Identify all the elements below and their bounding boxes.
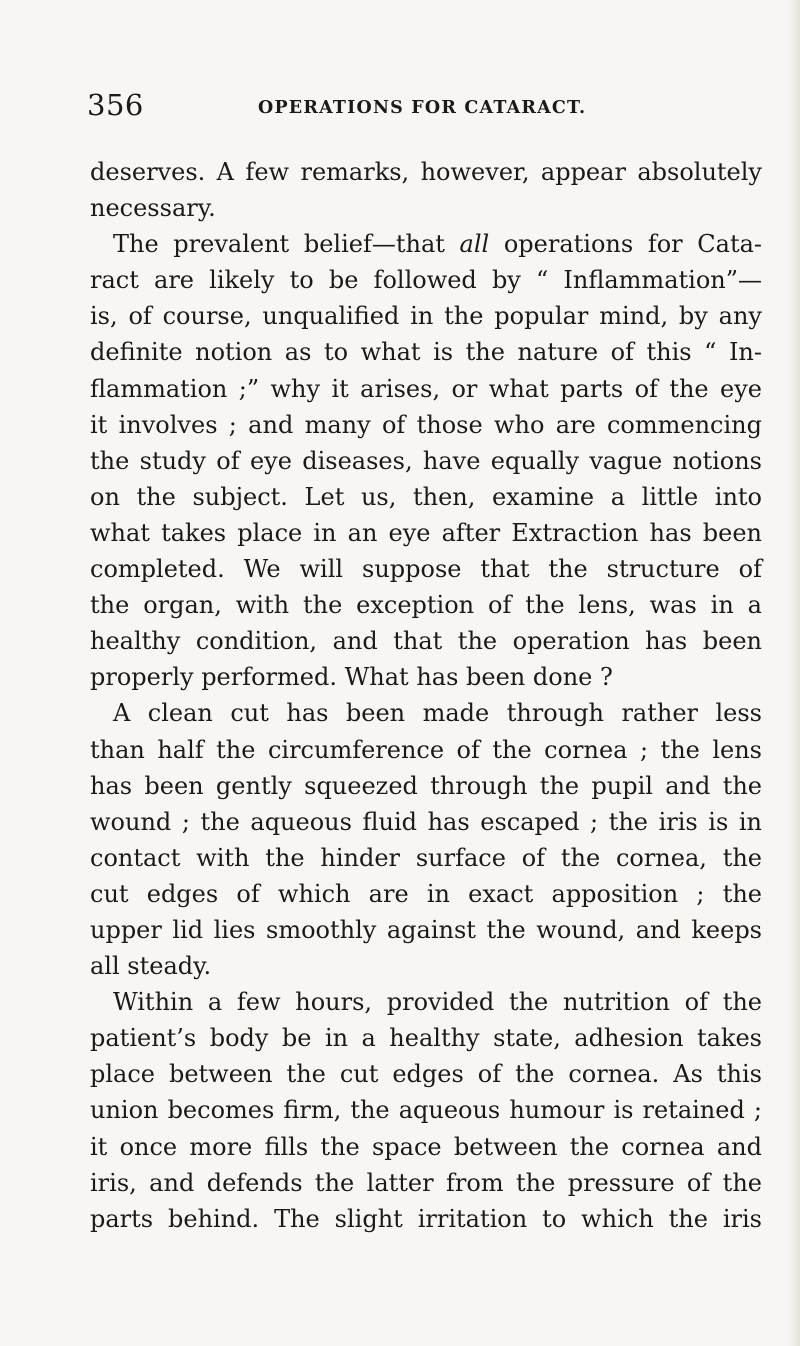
page-number: 356 (87, 88, 144, 122)
body-text (90, 154, 762, 1237)
text-line: the study of eye diseases, have equally vague notions (90, 446, 762, 475)
text-line: has been gently squeezed through the pupil and the (90, 771, 762, 800)
text-line: healthy condition, and that the operation has been (90, 627, 762, 656)
paragraph-first-line: The prevalent belief—that all operations for Cata- (113, 230, 763, 259)
text-line: upper lid lies smoothly against the wound, and keeps (90, 915, 762, 944)
paragraph-first-line: Within a few hours, provided the nutrition of the (113, 988, 762, 1017)
text-line: deserves. A few remarks, however, appear absolutely (90, 158, 762, 186)
text-line: completed. We will suppose that the structure of (90, 555, 762, 584)
text-line: properly performed. What has been done ? (90, 663, 613, 692)
text-line: it once more fills the space between the cornea and (90, 1132, 762, 1161)
text-line: what takes place in an eye after Extraction has been (90, 518, 762, 547)
text-line: parts behind. The slight irritation to which the iris (90, 1204, 762, 1233)
running-head: OPERATIONS FOR CATARACT. (258, 98, 587, 118)
text-line: all steady. (90, 952, 212, 981)
text-line: necessary. (90, 194, 216, 223)
text-line: than half the circumference of the cornea ; the lens (90, 735, 762, 764)
text-line: union becomes firm, the aqueous humour is retained ; (90, 1096, 762, 1125)
text-line: it involves ; and many of those who are commencing (90, 410, 762, 439)
text-line: flammation ;” why it arises, or what parts of the eye (90, 374, 762, 403)
text-line: cut edges of which are in exact apposition ; the (90, 879, 762, 908)
text-line: on the subject. Let us, then, examine a little into (90, 482, 762, 511)
text-line: the organ, with the exception of the lens, was in a (90, 591, 762, 620)
text-line: contact with the hinder surface of the cornea, the (90, 843, 762, 872)
text-line: wound ; the aqueous fluid has escaped ; the iris is in (90, 807, 762, 836)
text-line: definite notion as to what is the nature of this “ In- (90, 338, 762, 367)
paragraph-first-line: A clean cut has been made through rather less (113, 699, 762, 728)
emphasis: all (459, 230, 490, 259)
text-line: ract are likely to be followed by “ Inflammation”— (90, 266, 762, 295)
text-line: is, of course, unqualified in the popular mind, by any (90, 302, 762, 331)
text-line: iris, and defends the latter from the pressure of the (90, 1168, 762, 1197)
text-line: place between the cut edges of the cornea. As this (90, 1060, 762, 1089)
page-edge-shadow (788, 0, 800, 1346)
text-line: patient’s body be in a healthy state, adhesion takes (90, 1024, 762, 1053)
